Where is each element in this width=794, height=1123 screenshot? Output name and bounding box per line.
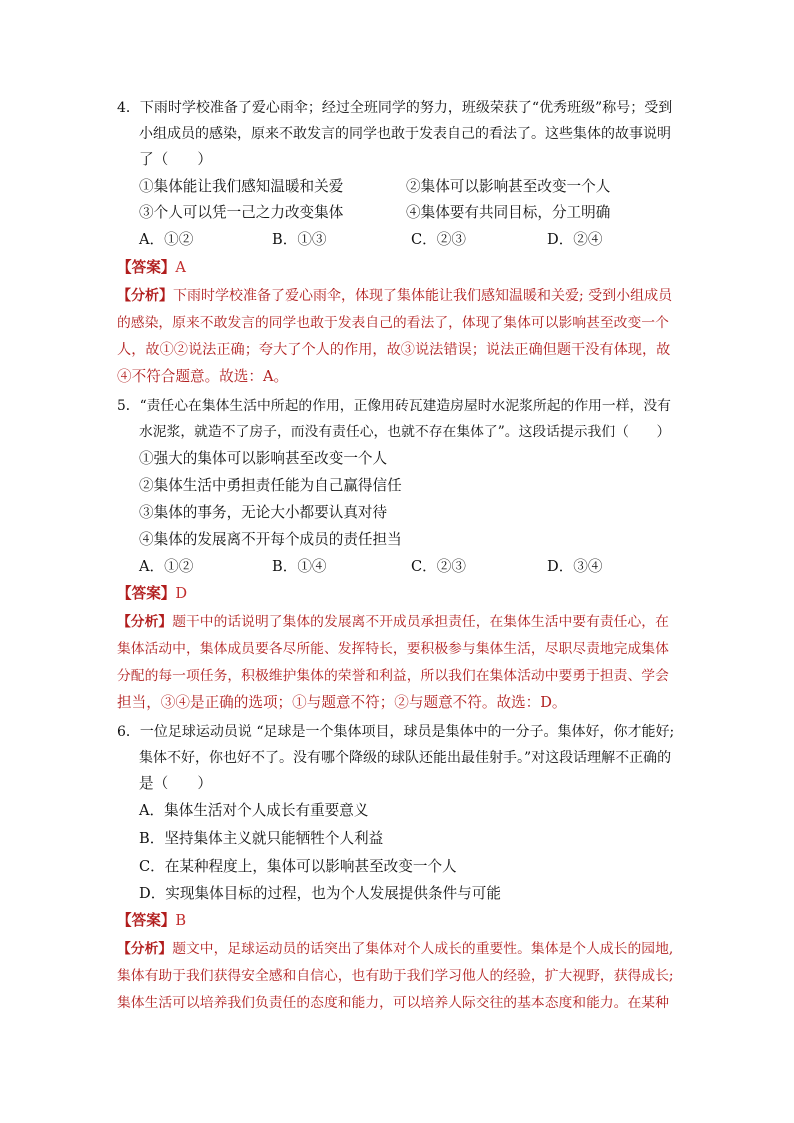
analysis-tag: 【分析】	[117, 941, 173, 957]
q6-analysis-line-1	[117, 939, 673, 959]
q4-analysis-line-1	[117, 286, 672, 306]
q4-option-2: ②集体可以影响甚至改变一个人	[406, 178, 611, 195]
q4-option-4: ④集体要有共同目标，分工明确	[406, 204, 611, 221]
q5-analysis-line-3: 分配的每一项任务，积极维护集体的荣誉和利益，所以我们在集体活动中要勇于担责、学会	[117, 668, 669, 684]
q6-option-a: A．集体生活对个人成长有重要意义	[139, 802, 369, 819]
q4-choice-c: C．②③	[411, 231, 466, 248]
q5-option-2: ②集体生活中勇担责任能为自己赢得信任	[139, 477, 402, 494]
q5-option-4: ④集体的发展离不开每个成员的责任担当	[139, 531, 402, 548]
q6-stem-line-1: 6．一位足球运动员说 “足球是一个集体项目，球员是集体中的一分子。集体好，你才能好;	[117, 724, 675, 740]
q5-analysis-line-2: 集体活动中，集体成员要各尽所能、发挥特长，要积极参与集体生活，尽职尽责地完成集体	[117, 641, 669, 657]
q4-option-3: ③个人可以凭一己之力改变集体	[139, 204, 344, 221]
q5-option-3: ③集体的事务，无论大小都要认真对待	[139, 504, 388, 521]
q6-stem-line-3: 是（ ）	[139, 775, 212, 792]
answer-value: D	[175, 585, 188, 602]
q4-choice-d: D．②④	[547, 231, 603, 248]
q6-option-c: C．在某种程度上，集体可以影响甚至改变一个人	[139, 858, 457, 875]
q4-analysis-line-2: 的感染，原来不敢发言的同学也敢于发表自己的看法了，体现了集体可以影响甚至改变一个	[117, 315, 669, 331]
q5-choice-a: A．①②	[139, 558, 194, 575]
q6-answer	[117, 911, 186, 931]
q6-analysis-line-2: 集体有助于我们获得安全感和自信心，也有助于我们学习他人的经验，扩大视野，获得成长;	[117, 968, 674, 984]
q4-stem-line-2: 小组成员的感染，原来不敢发言的同学也敢于发表自己的看法了。这些集体的故事说明	[139, 126, 671, 142]
analysis-tag: 【分析】	[117, 614, 173, 630]
q4-option-1: ①集体能让我们感知温暖和关爱	[139, 178, 344, 195]
q6-option-b: B．坚持集体主义就只能牺牲个人利益	[139, 830, 384, 847]
q4-choice-b: B．①③	[272, 231, 327, 248]
answer-value: B	[175, 912, 187, 929]
q5-answer	[117, 584, 187, 604]
answer-value: A	[175, 259, 186, 276]
q4-choice-a: A．①②	[139, 231, 194, 248]
q5-choice-b: B．①④	[272, 558, 327, 575]
q4-analysis-line-4: ④不符合题意。故选：A。	[117, 368, 289, 385]
analysis-text: 下雨时学校准备了爱心雨伞，体现了集体能让我们感知温暖和关爱; 受到小组成员	[173, 288, 673, 304]
q5-choice-d: D．③④	[547, 558, 603, 575]
q5-option-1: ①强大的集体可以影响甚至改变一个人	[139, 450, 388, 467]
analysis-text: 题文中，足球运动员的话突出了集体对个人成长的重要性。集体是个人成长的园地,	[172, 941, 674, 957]
answer-tag: 【答案】	[117, 912, 176, 929]
q5-analysis-line-1	[117, 612, 669, 632]
q4-answer	[117, 258, 186, 278]
q5-stem-line-1: 5．“责任心在集体生活中所起的作用，正像用砖瓦建造房屋时水泥浆所起的作用一样，没有	[117, 398, 671, 414]
q4-stem-line-1: 4．下雨时学校准备了爱心雨伞；经过全班同学的努力，班级荣获了“优秀班级”称号；受到	[117, 100, 673, 116]
analysis-text: 题干中的话说明了集体的发展离不开成员承担责任，在集体生活中要有责任心，在	[172, 614, 669, 630]
analysis-tag: 【分析】	[117, 288, 173, 304]
q5-analysis-line-4: 担当，③④是正确的选项；①与题意不符；②与题意不符。故选：D。	[117, 694, 567, 711]
q5-stem-line-2: 水泥浆，就造不了房子，而没有责任心，也就不存在集体了”。这段话提示我们（ ）	[139, 424, 671, 440]
q5-choice-c: C．②③	[411, 558, 466, 575]
q6-option-d: D．实现集体目标的过程，也为个人发展提供条件与可能	[139, 885, 501, 902]
answer-tag: 【答案】	[117, 585, 176, 602]
q6-stem-line-2: 集体不好，你也好不了。没有哪个降级的球队还能出最佳射手。”对这段话理解不正确的	[139, 750, 672, 766]
answer-tag: 【答案】	[117, 259, 176, 276]
q6-analysis-line-3: 集体生活可以培养我们负责任的态度和能力，可以培养人际交往的基本态度和能力。在某种	[117, 995, 669, 1011]
q4-stem-line-3: 了（ ）	[139, 151, 212, 168]
q4-analysis-line-3: 人，故①②说法正确；夸大了个人的作用，故③说法错误；说法正确但题干没有体现，故	[117, 342, 671, 358]
